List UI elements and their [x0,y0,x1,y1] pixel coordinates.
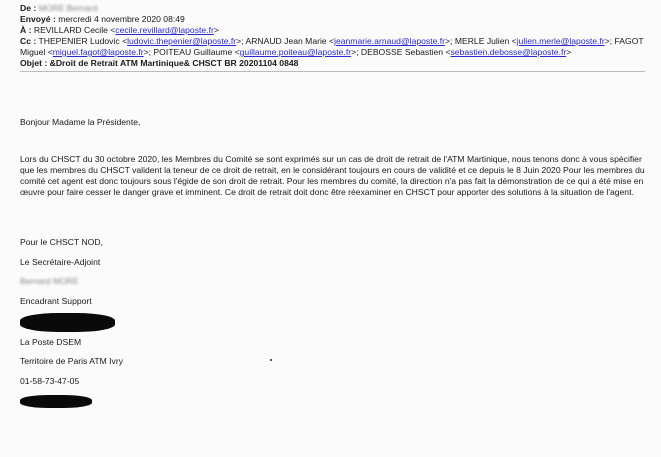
from-row [20,3,650,14]
signature-role: Le Secrétaire-Adjoint [20,257,101,267]
to-row: À : REVILLARD Cecile <cecile.revillard@laposte.fr> [20,25,219,35]
stray-dot [270,359,272,361]
cc-email-link[interactable]: ludovic.thepenier@laposte.fr [127,36,237,46]
cc-email-link[interactable]: jeanmarie.arnaud@laposte.fr [334,36,446,46]
cc-name: THEPENIER Ludovic [38,36,120,46]
header-divider [20,71,645,72]
subject-row [20,58,650,69]
email-header [20,3,650,69]
cc-name: DEBOSSE Sebastien [360,47,444,57]
cc-row: Cc : THEPENIER Ludovic <ludovic.thepenier@laposte.fr>; ARNAUD Jean Marie <jeanmarie.arnaud@laposte.fr>; MERLE Julien <julien.merle@laposte.fr>; FAGOT Miguel <miguel.fagot@laposte.fr>; POITEAU Guillaume <guillaume.poiteau@laposte.fr>; DEBOSSE Sebastien <sebastien.debosse@laposte.fr> [20,36,644,57]
signature-territory: Territoire de Paris ATM Ivry [20,356,123,366]
cc-name: POITEAU Guillaume [153,47,233,57]
cc-name: ARNAUD Jean Marie [245,36,327,46]
greeting-text: Bonjour Madame la Présidente, [20,117,141,127]
greeting [20,117,650,128]
to-email-link[interactable]: cecile.revillard@laposte.fr [115,25,214,35]
signature-for-line: Pour le CHSCT NOD, [20,237,103,247]
redaction-mark [20,395,92,408]
sent-value: mercredi 4 novembre 2020 08:49 [58,14,185,24]
cc-email-link[interactable]: sebastien.debosse@laposte.fr [450,47,567,57]
body-paragraph: Lors du CHSCT du 30 octobre 2020, les Membres du Comité se sont exprimés sur un cas de droit de retrait de l'ATM Martinique, nous tenons donc à vous spécifier que les membres du CHSCT valident la teneur de ce droit de retrait, en le considérant toujours en cours de validité et ce depuis le 8 Juin 2020 Pour les membres du comité cet agent est donc toujours sous l'égide de son droit de retrait. Pour les membres du comité, la direction n'a pas fait la démonstration de ce qui a été mise en œuvre pour faire cesser le danger grave et imminent. Ce droit de retrait doit donc être réexaminer en CHSCT pour apporter des solutions à la situation de l'agent. [20,154,645,197]
to-name: REVILLARD Cecile [33,25,108,35]
signature-name: Bernard MORE [20,276,79,286]
subject-label: Objet : [20,58,48,68]
from-name: MORE Bernard [38,3,98,13]
signature-org: La Poste DSEM [20,337,82,347]
signature-title: Encadrant Support [20,296,92,306]
redaction-mark [20,313,115,332]
cc-name: MERLE Julien [454,36,510,46]
message-body [20,154,650,198]
cc-email-link[interactable]: miguel.fagot@laposte.fr [52,47,144,57]
cc-email-link[interactable]: julien.merle@laposte.fr [516,36,605,46]
subject-value: &Droit de Retrait ATM Martinique& CHSCT BR 20201104 0848 [49,58,299,68]
from-label: De : [20,3,37,13]
sent-label: Envoyé : [20,14,56,24]
cc-label: Cc : [20,36,37,46]
to-label: À : [20,25,32,35]
cc-name: FAGOT Miguel [20,36,644,57]
cc-email-link[interactable]: guillaume.poiteau@laposte.fr [239,47,352,57]
signature-phone: 01-58-73-47-05 [20,376,80,386]
sent-row [20,14,650,25]
